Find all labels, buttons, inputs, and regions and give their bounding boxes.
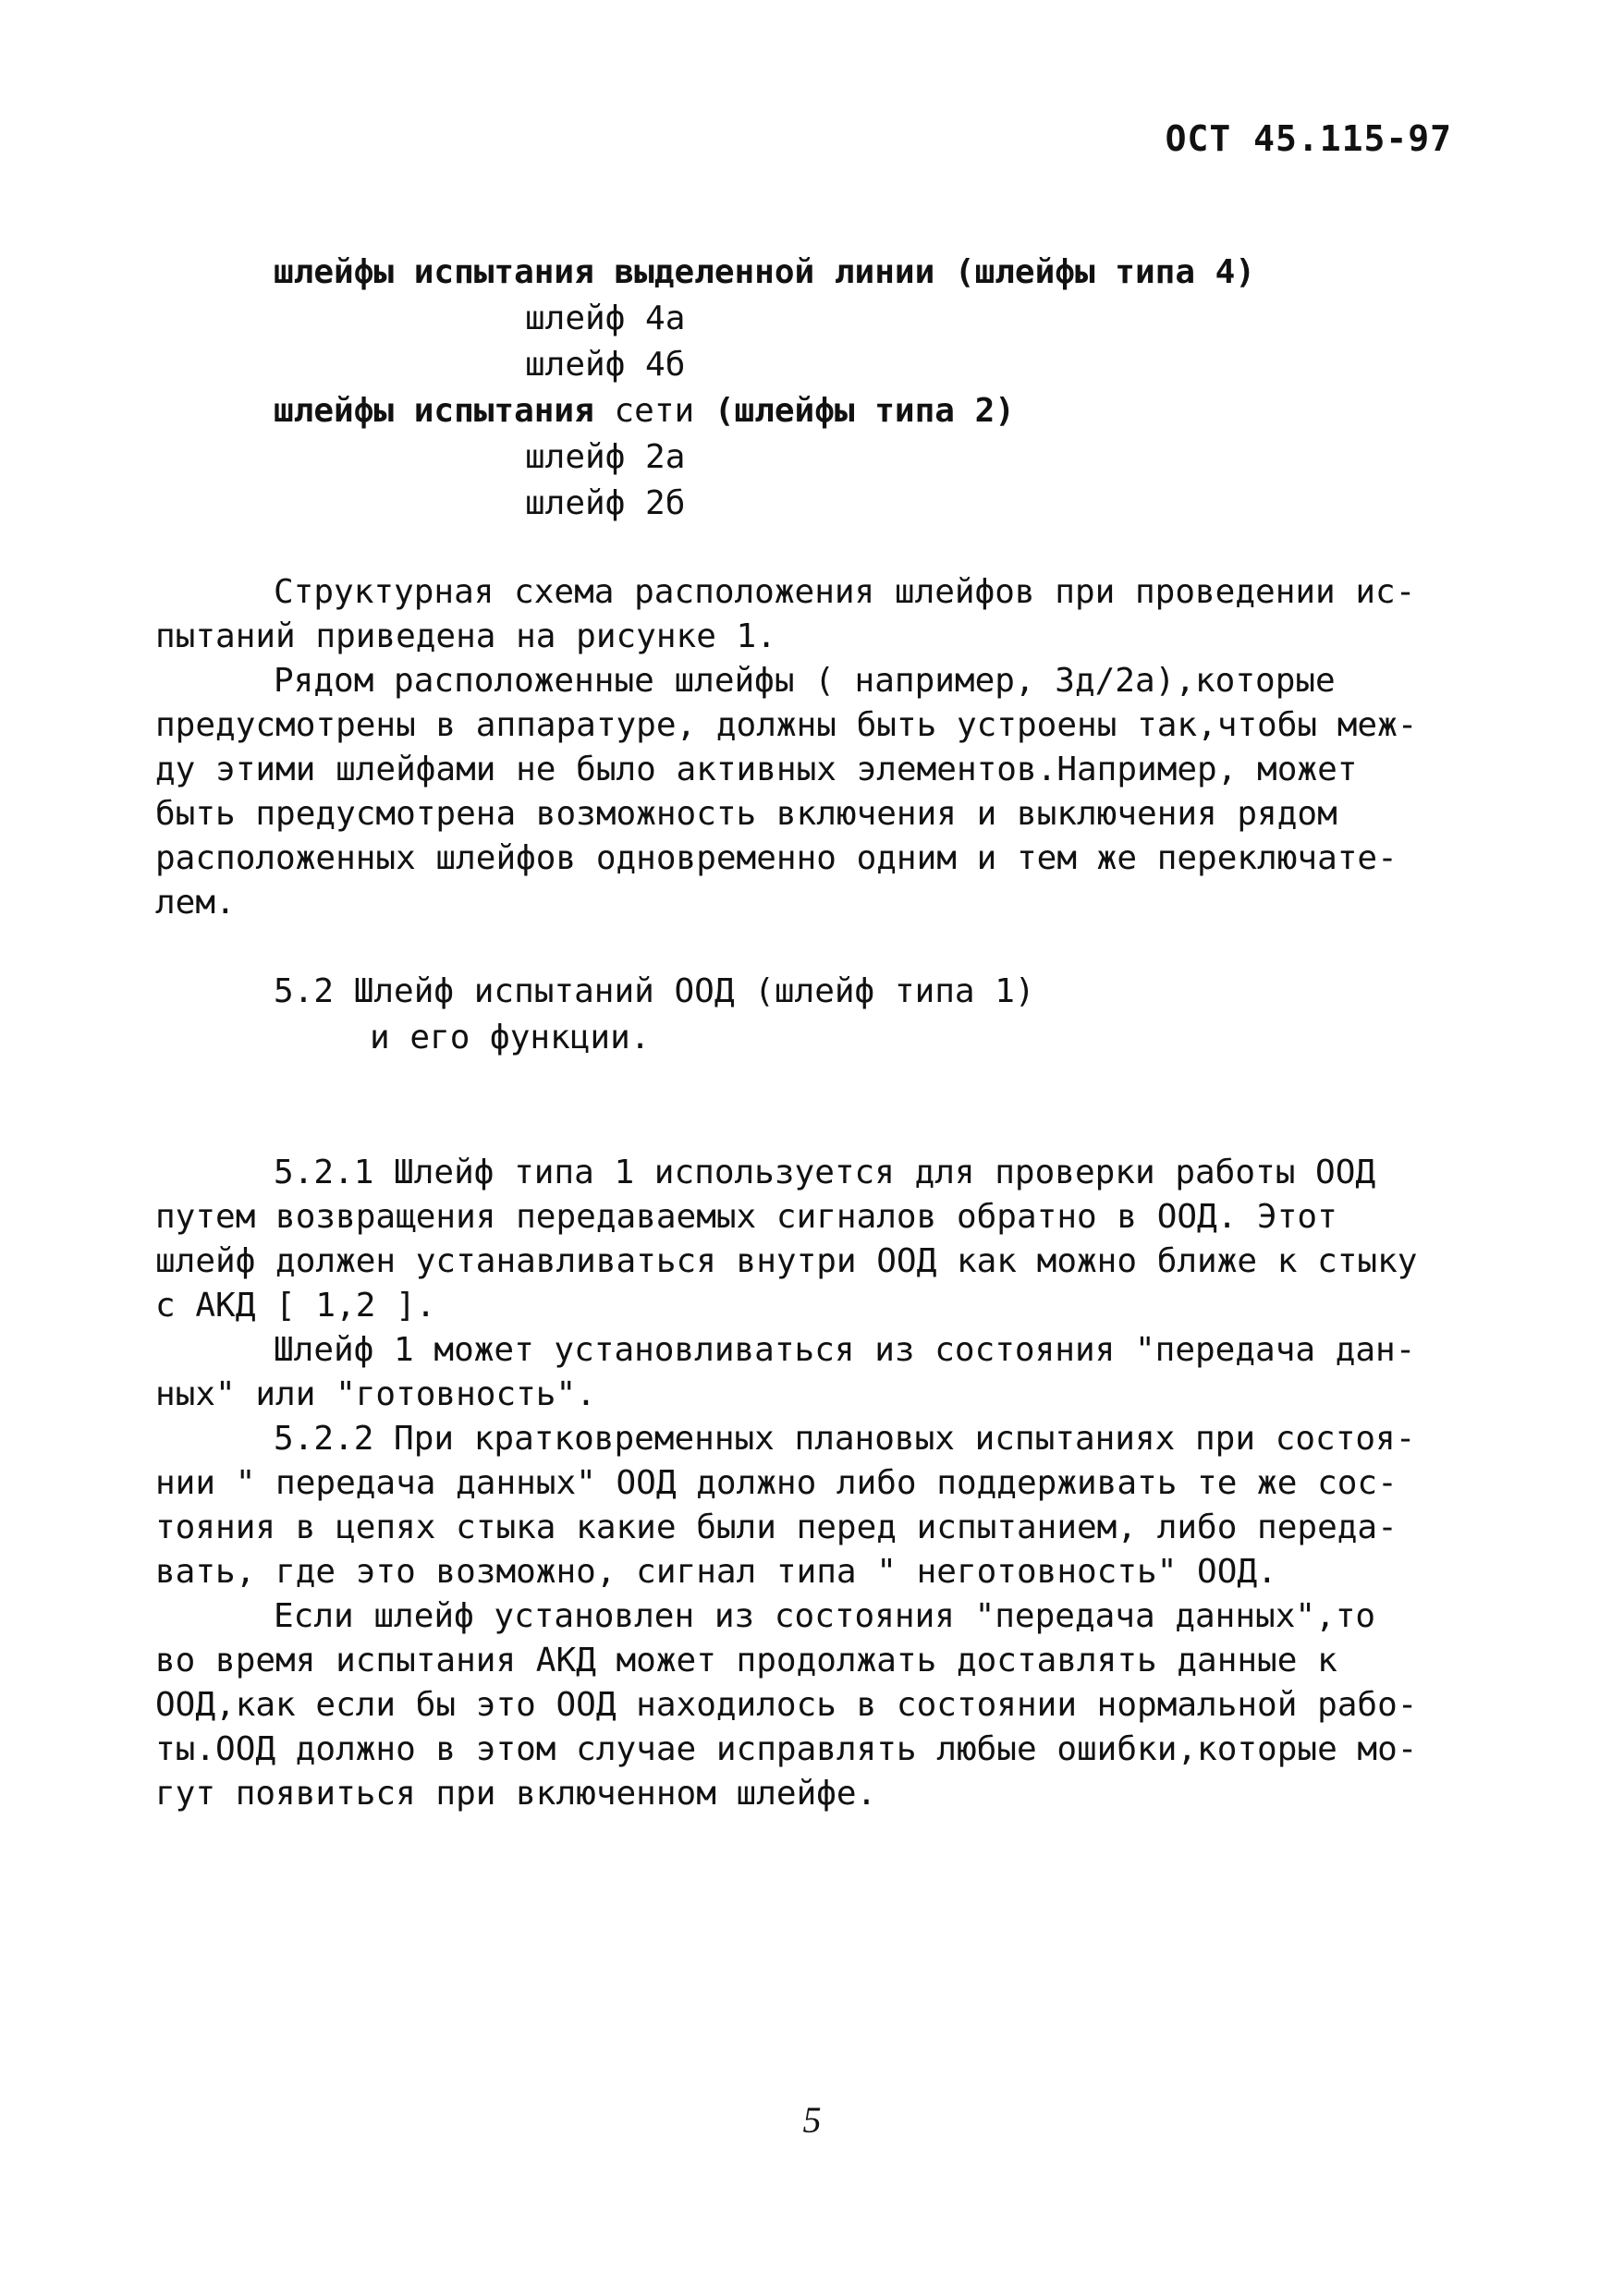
loop-2b: шлейф 2б xyxy=(525,484,686,522)
paragraph-line: вать, где это возможно, сигнал типа " неготовность" ООД. xyxy=(155,1553,1277,1591)
paragraph-line: 5.2.1 Шлейф типа 1 используется для проверки работы ООД xyxy=(274,1154,1376,1191)
paragraph-line: расположенных шлейфов одновременно одним и тем же переключате- xyxy=(155,839,1398,877)
loop-group-2-title-part-c: (шлейфы типа 2) xyxy=(714,392,1015,430)
paragraph-line: предусмотрены в аппаратуре, должны быть устроены так,чтобы меж- xyxy=(155,706,1418,744)
paragraph-line: шлейф должен устанавливаться внутри ООД как можно ближе к стыку xyxy=(155,1242,1418,1280)
paragraph-line: путем возвращения передаваемых сигналов обратно в ООД. Этот xyxy=(155,1198,1337,1236)
loop-group-4-title: шлейфы испытания выделенной линии (шлейфы типа 4) xyxy=(274,253,1256,291)
loop-4b: шлейф 4б xyxy=(525,346,686,384)
loop-group-2-title xyxy=(274,392,1015,430)
section-heading: 5.2 Шлейф испытаний ООД (шлейф типа 1) xyxy=(274,972,1035,1010)
paragraph-line: Если шлейф установлен из состояния "передача данных",то xyxy=(274,1597,1376,1635)
paragraph-line: Структурная схема расположения шлейфов при проведении ис- xyxy=(274,573,1416,611)
loop-2a: шлейф 2а xyxy=(525,438,686,476)
loop-group-2-title-part-a: шлейфы испытания xyxy=(274,392,594,430)
paragraph-line: тояния в цепях стыка какие были перед испытанием, либо переда- xyxy=(155,1508,1398,1546)
paragraph-line: с АКД [ 1,2 ]. xyxy=(155,1287,436,1325)
paragraph-line: лем. xyxy=(155,884,236,922)
paragraph-line: Шлейф 1 может установливаться из состояния "передача дан- xyxy=(274,1331,1416,1369)
paragraph-line: ты.ООД должно в этом случае исправлять любые ошибки,которые мо- xyxy=(155,1730,1418,1768)
loop-group-2-title-part-b: сети xyxy=(614,392,695,430)
paragraph-line: нии " передача данных" ООД должно либо поддерживать те же сос- xyxy=(155,1464,1398,1502)
paragraph-line: гут появиться при включенном шлейфе. xyxy=(155,1775,877,1813)
loop-4a: шлейф 4а xyxy=(525,299,686,337)
paragraph-line: 5.2.2 При кратковременных плановых испытаниях при состоя- xyxy=(274,1420,1416,1458)
document-code: ОСТ 45.115-97 xyxy=(1165,118,1452,159)
page-number: 5 xyxy=(802,2099,822,2141)
paragraph-line: пытаний приведена на рисунке 1. xyxy=(155,617,776,655)
paragraph-line: ООД,как если бы это ООД находилось в состоянии нормальной рабо- xyxy=(155,1686,1418,1724)
section-heading-continuation: и его функции. xyxy=(370,1019,651,1056)
paragraph-line: Рядом расположенные шлейфы ( например, 3д/2а),которые xyxy=(274,662,1336,700)
paragraph-line: ных" или "готовность". xyxy=(155,1375,596,1413)
paragraph-line: ду этими шлейфами не было активных элементов.Например, может xyxy=(155,751,1358,788)
paragraph-line: быть предусмотрена возможность включения и выключения рядом xyxy=(155,795,1337,833)
paragraph-line: во время испытания АКД может продолжать доставлять данные к xyxy=(155,1642,1337,1679)
